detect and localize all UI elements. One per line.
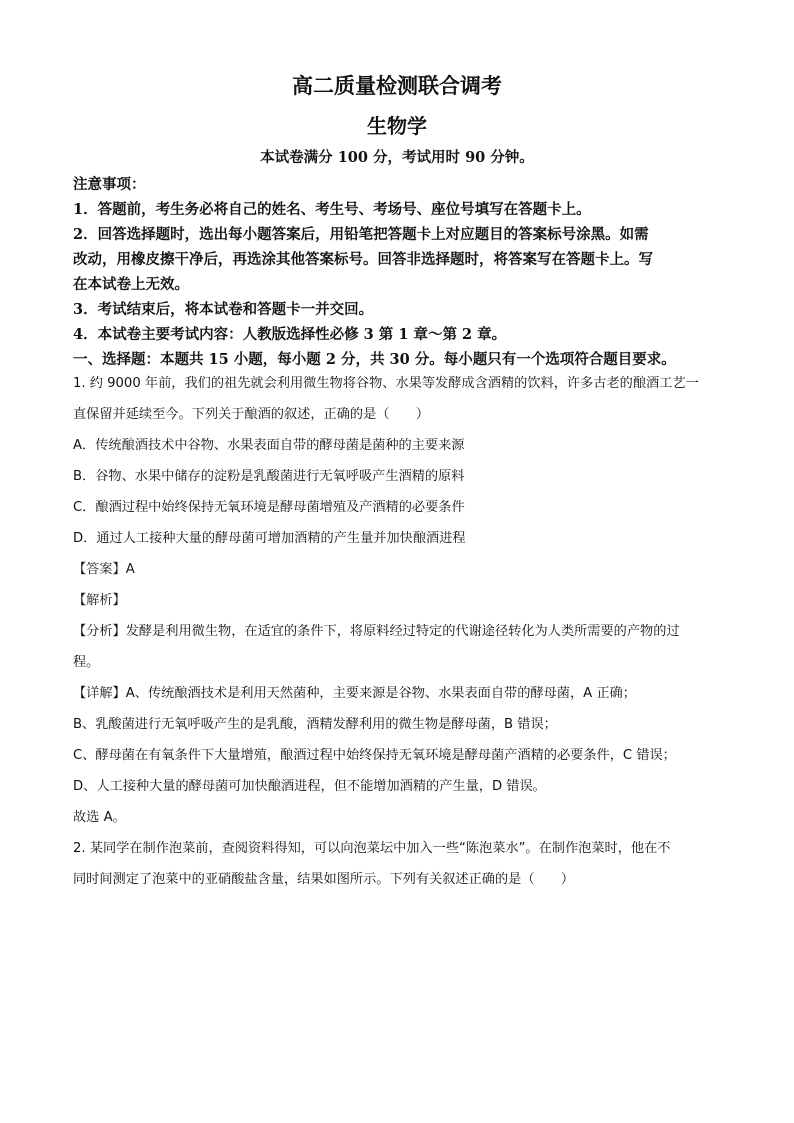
q1-detail-line: C、酵母菌在有氧条件下大量增殖，酿酒过程中始终保持无氧环境是酵母菌产酒精的必要条件，C 错误； — [73, 748, 676, 763]
q1-option-d: D．通过人工接种大量的酵母菌可增加酒精的产生量并加快酿酒进程 — [73, 531, 466, 546]
notes-item: 改动，用橡皮擦干净后，再选涂其他答案标号。回答非选择题时，将答案写在答题卡上。写 — [73, 251, 653, 268]
notes-heading: 注意事项： — [73, 176, 146, 193]
exam-info: 本试卷满分 100 分，考试用时 90 分钟。 — [260, 149, 534, 166]
q1-conclusion: 故选 A。 — [73, 810, 126, 825]
q1-option-a: A．传统酿酒技术中谷物、水果表面自带的酵母菌是菌种的主要来源 — [73, 438, 465, 453]
notes-item: 3．考试结束后，将本试卷和答题卡一并交回。 — [73, 301, 374, 318]
q2-stem-line: 同时间测定了泡菜中的亚硝酸盐含量，结果如图所示。下列有关叙述正确的是（ ） — [73, 872, 575, 887]
q1-option-b: B．谷物、水果中储存的淀粉是乳酸菌进行无氧呼吸产生酒精的原料 — [73, 469, 465, 484]
notes-section — [73, 172, 728, 372]
notes-item: 1．答题前，考生务必将自己的姓名、考生号、考场号、座位号填写在答题卡上。 — [73, 201, 591, 218]
exam-title: 高二质量检测联合调考 — [292, 73, 502, 98]
subject-title: 生物学 — [367, 114, 427, 138]
q1-stem-line: 直保留并延续至今。下列关于酿酒的叙述，正确的是（ ） — [73, 407, 430, 422]
q1-answer: 【答案】A — [73, 562, 135, 577]
q1-analysis-line: 【分析】发酵是利用微生物，在适宜的条件下，将原料经过特定的代谢途径转化为人类所需要的产物的过 — [73, 624, 680, 639]
q1-detail-line: B、乳酸菌进行无氧呼吸产生的是乳酸，酒精发酵利用的微生物是酵母菌，B 错误； — [73, 717, 557, 732]
q1-detail-line: D、人工接种大量的酵母菌可加快酿酒进程，但不能增加酒精的产生量，D 错误。 — [73, 779, 546, 794]
q1-detail-line: 【详解】A、传统酿酒技术是利用天然菌种，主要来源是谷物、水果表面自带的酵母菌，A 正确； — [73, 686, 636, 701]
q2-stem-line: 2. 某同学在制作泡菜前，查阅资料得知，可以向泡菜坛中加入一些“陈泡菜水”。在制作泡菜时，他在不 — [73, 841, 671, 856]
q1-analysis-line: 程。 — [73, 655, 100, 670]
question-body — [73, 368, 725, 895]
q1-analysis-tag: 【解析】 — [73, 593, 126, 608]
notes-item: 2．回答选择题时，选出每小题答案后，用铅笔把答题卡上对应题目的答案标号涂黑。如需 — [73, 226, 649, 243]
q1-stem-line: 1. 约 9000 年前，我们的祖先就会利用微生物将谷物、水果等发酵成含酒精的饮料，许多古老的酿酒工艺一 — [73, 376, 699, 391]
notes-item: 4．本试卷主要考试内容：人教版选择性必修 3 第 1 章～第 2 章。 — [73, 326, 507, 343]
notes-item: 在本试卷上无效。 — [73, 276, 189, 293]
section-heading: 一、选择题：本题共 15 小题，每小题 2 分，共 30 分。每小题只有一个选项符合题目要求。 — [73, 351, 676, 368]
q1-option-c: C．酿酒过程中始终保持无氧环境是酵母菌增殖及产酒精的必要条件 — [73, 500, 465, 515]
